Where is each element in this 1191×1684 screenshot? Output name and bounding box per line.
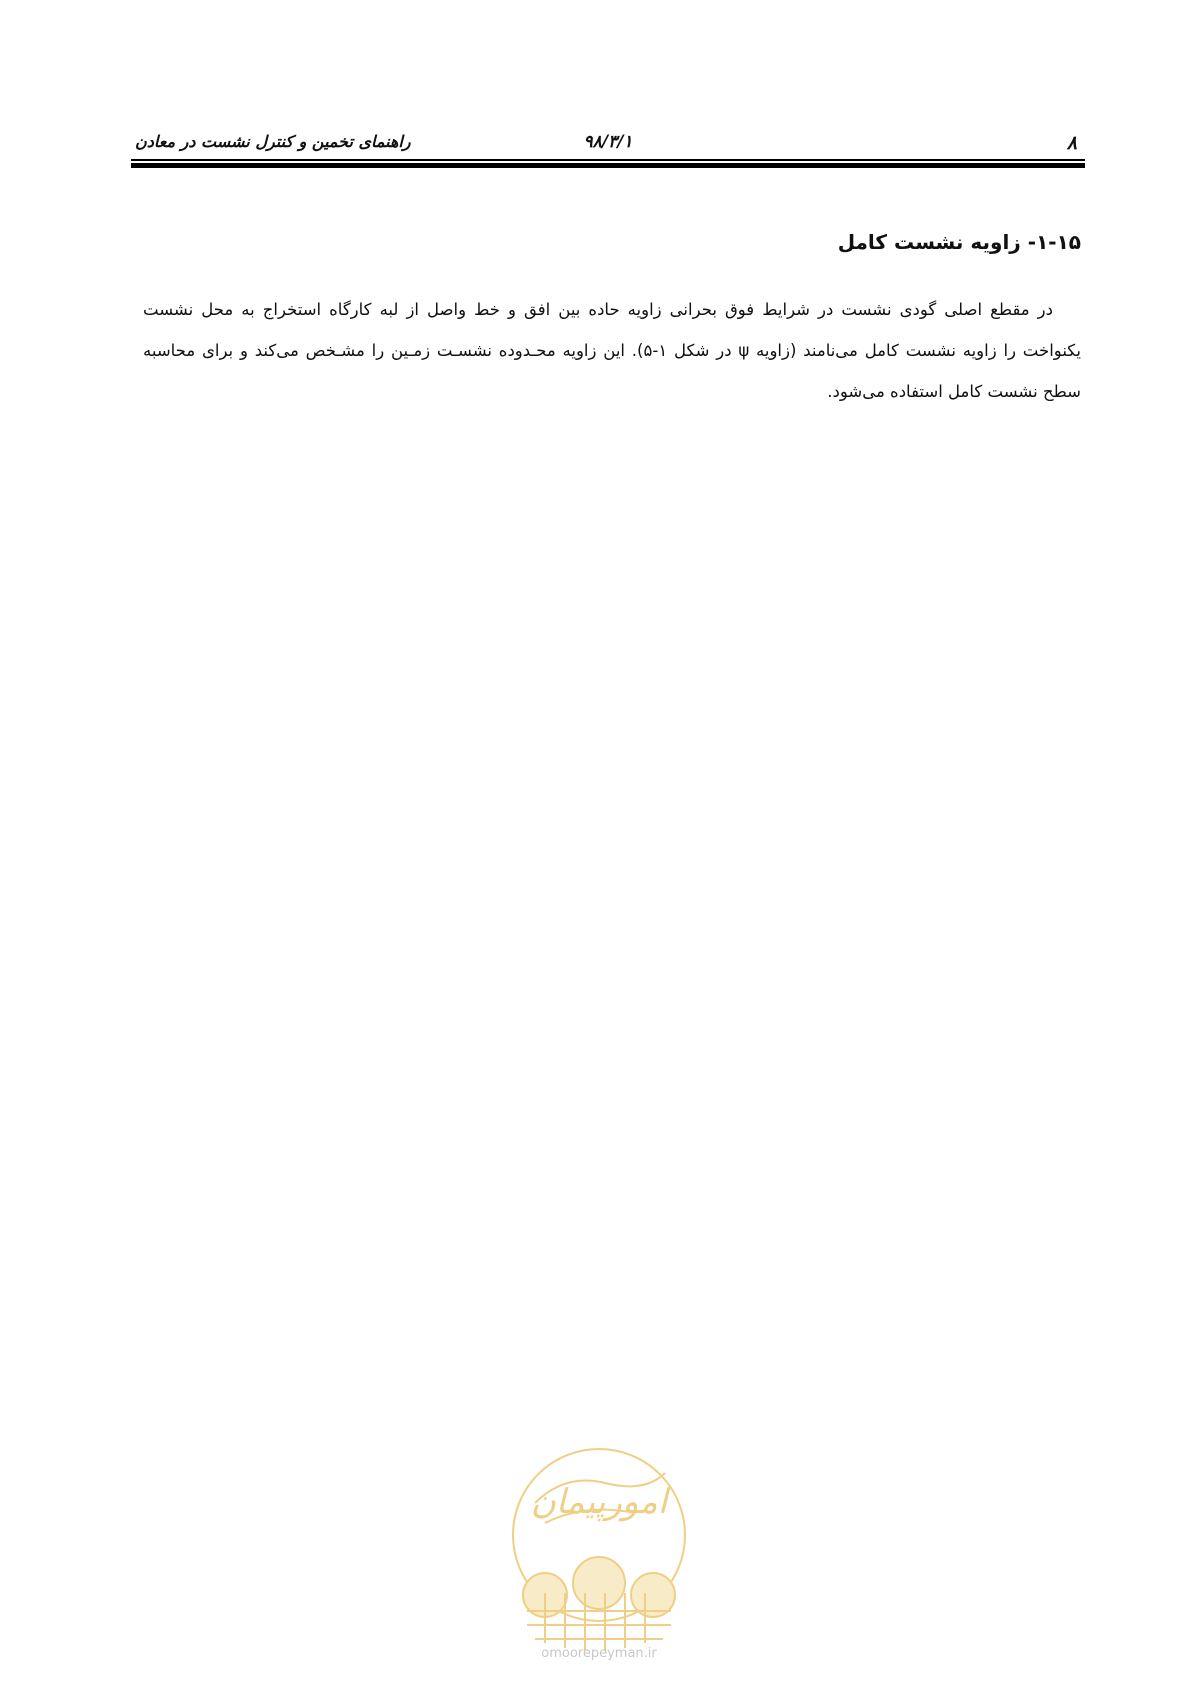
watermark-logo-icon	[505, 1443, 693, 1663]
body-paragraph: در مقطع اصلی گودی نشست در شرایط فوق بحرانی زاویه حاده بین افق و خط واصل از لبه کارگاه استخراج به محل نشست یکنواخت را زاویه نشست کامل می‌نامند (زاویه ψ در شکل ۱-۵). این زاویه محـدوده نشسـت زمـین را مشـخص می‌کند و برای محاسبه سطح نشست کامل استفاده می‌شود.	[143, 300, 1082, 401]
header-date: ۹۸/۳/۱	[583, 132, 633, 152]
watermark-site-text: omoorepeyman.ir	[541, 1646, 657, 1661]
page-header	[131, 118, 1085, 168]
header-rule-thin	[131, 159, 1085, 161]
section-heading: ۱-۱۵- زاویه نشست کامل	[837, 230, 1081, 254]
watermark	[505, 1443, 693, 1663]
book-title: راهنمای تخمین و کنترل نشست در معادن	[135, 132, 411, 151]
body-text	[143, 289, 1081, 412]
page-number: ۸	[1066, 132, 1077, 154]
watermark-logo-text: امورپیمان	[530, 1482, 668, 1522]
header-rule-thick	[131, 163, 1085, 168]
